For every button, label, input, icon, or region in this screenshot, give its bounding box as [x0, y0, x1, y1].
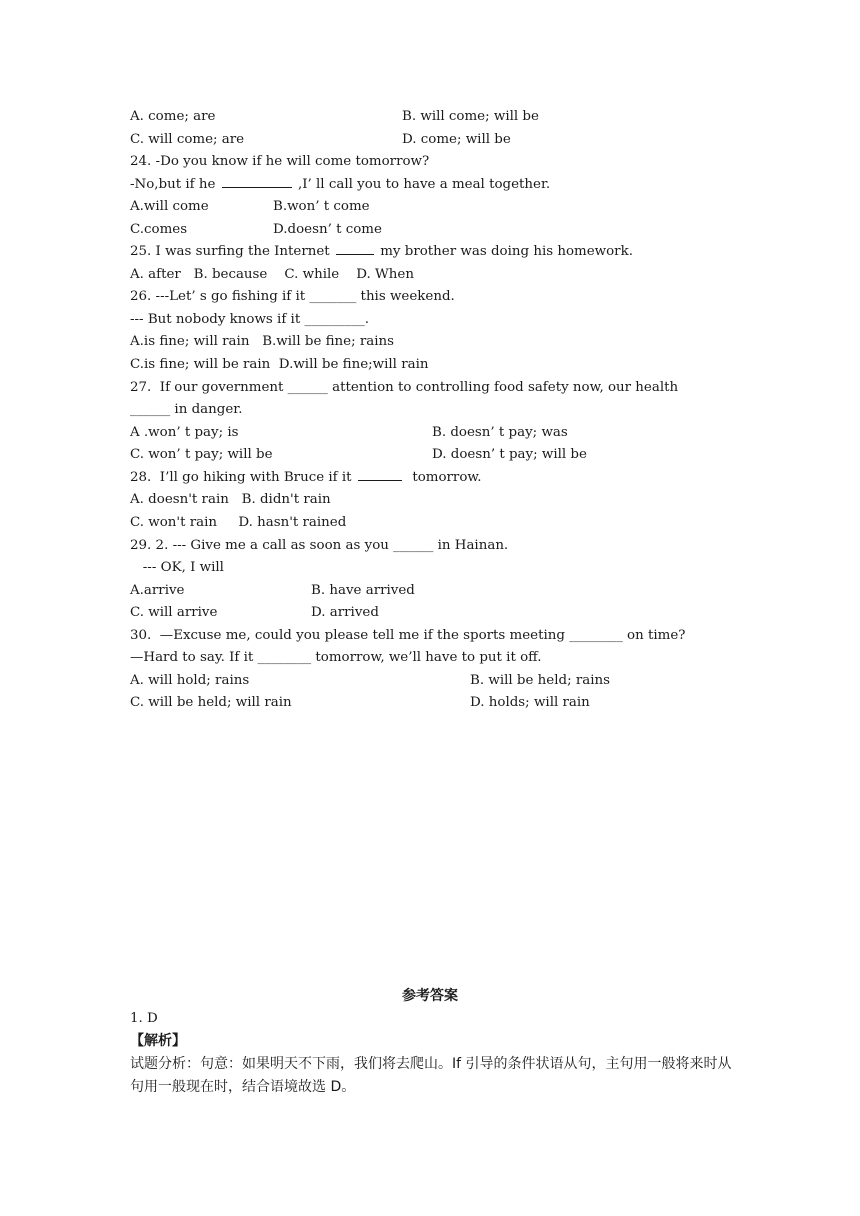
q24-option-d: D.doesn’ t come: [273, 222, 382, 237]
q29-stem-line2: --- OK, I will: [130, 560, 224, 575]
q30-option-b: B. will be held; rains: [470, 673, 611, 688]
q24-option-a: A.will come: [130, 199, 209, 214]
q23-option-a: A. come; are: [130, 109, 216, 124]
q24-stem-line1: 24. -Do you know if he will come tomorrow?: [130, 154, 430, 169]
q30-stem-line1: 30. —Excuse me, could you please tell me if the sports meeting ________ on time?: [130, 628, 686, 643]
q30-option-d: D. holds; will rain: [470, 695, 590, 710]
q30-stem-line2: —Hard to say. If it ________ tomorrow, we’ll have to put it off.: [130, 650, 542, 665]
q27-option-b: B. doesn’ t pay; was: [432, 425, 568, 440]
q28-blank: [358, 467, 402, 481]
q27-option-a: A .won’ t pay; is: [130, 425, 239, 440]
q25-stem-pre: 25. I was surfing the Internet: [130, 244, 330, 259]
q28-options-cd: C. won't rain D. hasn't rained: [130, 515, 347, 530]
q29-stem-line1: 29. 2. --- Give me a call as soon as you ______ in Hainan.: [130, 538, 509, 553]
q29-option-d: D. arrived: [311, 605, 379, 620]
q30-option-c: C. will be held; will rain: [130, 695, 292, 710]
q29-option-b: B. have arrived: [311, 583, 415, 598]
q30-option-a: A. will hold; rains: [130, 673, 250, 688]
q24-stem-pre: -No,but if he: [130, 177, 216, 192]
q24-option-c: C.comes: [130, 222, 188, 237]
q24-option-b: B.won’ t come: [273, 199, 370, 214]
answers-title: 参考答案: [402, 988, 458, 1004]
q28-options-ab: A. doesn't rain B. didn't rain: [130, 492, 331, 507]
q24-stem-post: ,I’ ll call you to have a meal together.: [297, 177, 551, 192]
q23-option-d: D. come; will be: [402, 132, 511, 147]
q29-option-c: C. will arrive: [130, 605, 218, 620]
q26-options-cd: C.is fine; will be rain D.will be fine;will rain: [130, 357, 429, 372]
q28-stem-post: tomorrow.: [412, 470, 482, 485]
q24-blank: [222, 174, 292, 188]
q26-stem-line1: 26. ---Let’ s go fishing if it _______ this weekend.: [130, 289, 455, 304]
q28-stem-pre: 28. I’ll go hiking with Bruce if it: [130, 470, 352, 485]
q29-option-a: A.arrive: [130, 583, 185, 598]
q25-options: A. after B. because C. while D. When: [130, 267, 414, 282]
analysis-text: 试题分析：句意：如果明天不下雨，我们将去爬山。If 引导的条件状语从句，主句用一般将来时从句用一般现在时，结合语境故选 D。: [130, 1056, 732, 1095]
q27-stem-line1: 27. If our government ______ attention to controlling food safety now, our health: [130, 380, 679, 395]
q26-stem-line2: --- But nobody knows if it _________.: [130, 312, 369, 327]
q26-options-ab: A.is fine; will rain B.will be fine; rains: [130, 334, 395, 349]
q24-stem-line2: [130, 174, 550, 196]
q27-option-d: D. doesn’ t pay; will be: [432, 447, 587, 462]
q23-option-c: C. will come; are: [130, 132, 245, 147]
q28-stem: [130, 467, 482, 489]
q27-option-c: C. won’ t pay; will be: [130, 447, 273, 462]
answer-item-1: 1. D: [130, 1011, 158, 1026]
q25-stem-post: my brother was doing his homework.: [380, 244, 633, 259]
q27-stem-line2: ______ in danger.: [130, 402, 243, 417]
q25-stem: [130, 241, 633, 263]
q25-blank: [336, 241, 374, 255]
analysis-tag: 【解析】: [130, 1033, 186, 1049]
q23-option-b: B. will come; will be: [402, 109, 539, 124]
